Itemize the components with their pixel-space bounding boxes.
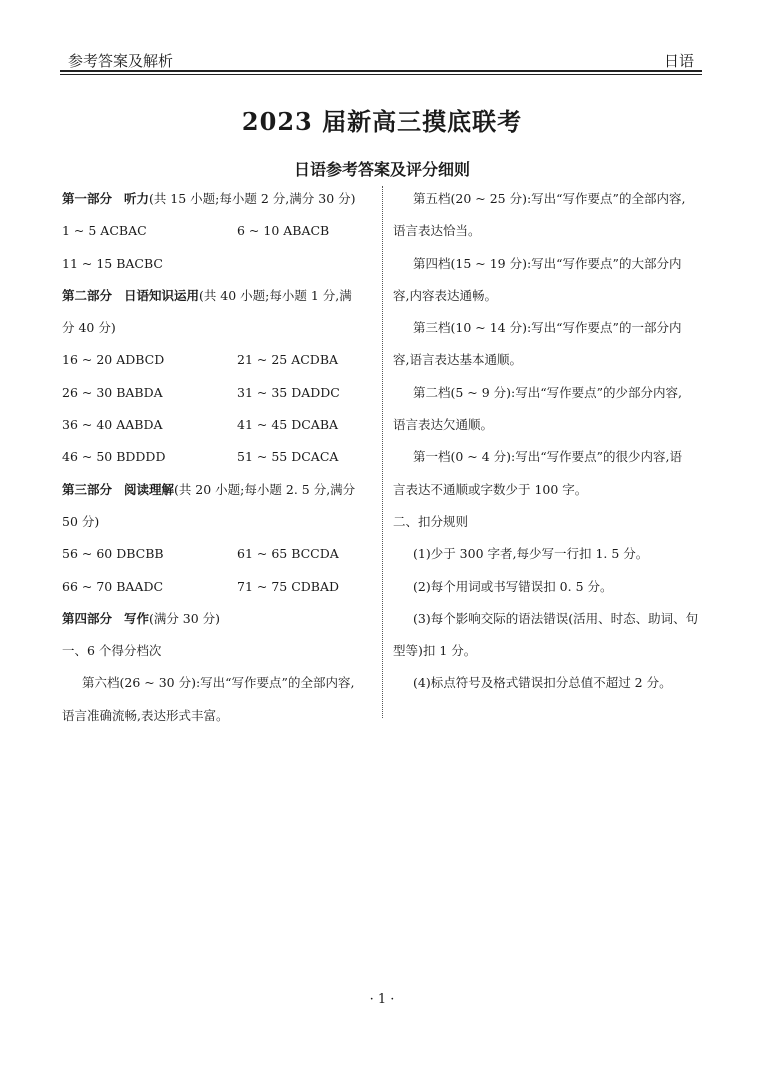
answer-group: 46 ~ 50 BDDDD	[62, 449, 166, 465]
section-heading: 一、6 个得分档次	[62, 643, 162, 659]
part2-heading-cont: 分 40 分)	[62, 320, 116, 336]
grade-description: 第三档(10 ~ 14 分):写出“写作要点”的一部分内	[413, 320, 682, 336]
part3-heading-cont: 50 分)	[62, 513, 100, 529]
grade-description: 第五档(20 ~ 25 分):写出“写作要点”的全部内容,	[413, 191, 686, 206]
grade-description: 第六档(26 ~ 30 分):写出“写作要点”的全部内容,	[82, 675, 355, 691]
grade-description-cont: 语言表达恰当。	[393, 223, 481, 239]
answer-group: 26 ~ 30 BABDA	[62, 384, 163, 400]
answer-group: 16 ~ 20 ADBCD	[62, 352, 165, 368]
part1-heading: 第一部分 听力(共 15 小题;每小题 2 分,满分 30 分)	[62, 191, 356, 206]
deduction-rule: (2)每个用词或书写错误扣 0. 5 分。	[413, 578, 613, 594]
right-column	[393, 183, 713, 700]
header-subject: 日语	[663, 52, 694, 70]
grade-description: 第二档(5 ~ 9 分):写出“写作要点”的少部分内容,	[413, 384, 683, 400]
page-number: · 1 ·	[369, 992, 395, 1007]
answer-row	[62, 377, 380, 409]
answer-group: 41 ~ 45 DCABA	[237, 417, 339, 433]
grade-description-cont: 语言准确流畅,表达形式丰富。	[62, 707, 229, 723]
answer-group: 71 ~ 75 CDBAD	[237, 578, 340, 594]
column-divider	[382, 186, 383, 718]
grade-description-cont: 容,语言表达基本通顺。	[393, 352, 522, 368]
grade-description-cont: 言表达不通顺或字数少于 100 字。	[393, 481, 588, 497]
answer-group: 66 ~ 70 BAADC	[62, 578, 164, 594]
grade-description: 第四档(15 ~ 19 分):写出“写作要点”的大部分内	[413, 255, 682, 271]
answer-row	[62, 344, 380, 376]
header-rule-thick	[60, 70, 702, 72]
document-title: 2023 届新高三摸底联考	[241, 107, 523, 136]
answer-group: 21 ~ 25 ACDBA	[237, 352, 339, 368]
deduction-rule: (1)少于 300 字者,每少写一行扣 1. 5 分。	[413, 546, 649, 562]
answer-row	[62, 571, 380, 603]
answer-row	[62, 441, 380, 473]
deduction-rule: (4)标点符号及格式错误扣分总值不超过 2 分。	[413, 675, 672, 691]
answer-row	[62, 215, 380, 247]
left-column	[62, 183, 380, 732]
deduction-rule: (3)每个影响交际的语法错误(活用、时态、助词、句	[413, 610, 699, 626]
answer-row	[62, 248, 380, 280]
part2-heading: 第二部分 日语知识运用(共 40 小题;每小题 1 分,满	[62, 287, 352, 303]
header-left-text: 参考答案及解析	[68, 52, 174, 70]
answer-group: 6 ~ 10 ABACB	[237, 223, 330, 239]
part4-heading: 第四部分 写作(满分 30 分)	[62, 610, 221, 626]
answer-group: 56 ~ 60 DBCBB	[62, 546, 164, 562]
section-heading: 二、扣分规则	[393, 513, 469, 529]
document-subtitle: 日语参考答案及评分细则	[293, 160, 470, 179]
grade-description-cont: 容,内容表达通畅。	[393, 287, 497, 303]
answer-group: 61 ~ 65 BCCDA	[237, 546, 339, 562]
answer-row	[62, 538, 380, 570]
deduction-rule-cont: 型等)扣 1 分。	[393, 643, 477, 659]
answer-row	[62, 409, 380, 441]
answer-group: 51 ~ 55 DCACA	[237, 449, 339, 465]
header-rule-thin	[60, 74, 702, 75]
part3-heading: 第三部分 阅读理解(共 20 小题;每小题 2. 5 分,满分	[62, 481, 356, 497]
answer-group: 36 ~ 40 AABDA	[62, 417, 163, 433]
answer-group: 31 ~ 35 DADDC	[237, 384, 340, 400]
grade-description: 第一档(0 ~ 4 分):写出“写作要点”的很少内容,语	[413, 449, 683, 465]
page-header	[60, 46, 702, 72]
answer-group: 11 ~ 15 BACBC	[62, 255, 163, 271]
answer-group: 1 ~ 5 ACBAC	[62, 223, 147, 239]
grade-description-cont: 语言表达欠通顺。	[393, 417, 494, 433]
